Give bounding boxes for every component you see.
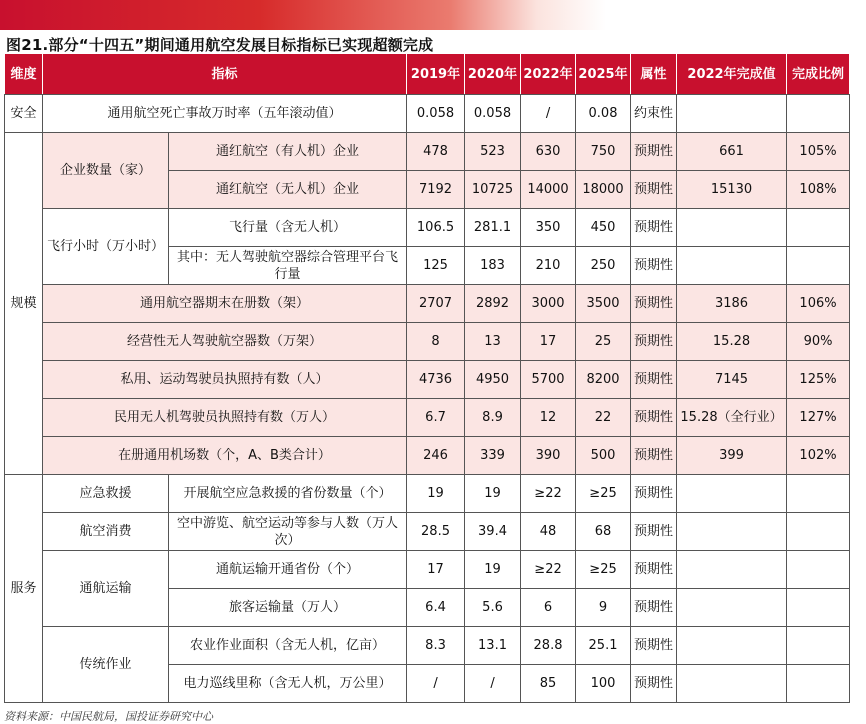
cell-2019: 8.3 [407, 627, 465, 665]
cell-2020: 339 [465, 437, 521, 475]
cell-2025: 25 [576, 323, 631, 361]
cell-attr: 预期性 [631, 475, 677, 513]
cell-2022: 630 [521, 133, 576, 171]
cell-2020: 281.1 [465, 209, 521, 247]
cell-attr: 预期性 [631, 399, 677, 437]
cell-rate [787, 209, 850, 247]
cell-2020: 10725 [465, 171, 521, 209]
cell-2022: 350 [521, 209, 576, 247]
cell-attr: 预期性 [631, 513, 677, 551]
cell-2022: 28.8 [521, 627, 576, 665]
cell-done-2022 [677, 475, 787, 513]
cell-2025: 750 [576, 133, 631, 171]
source-note: 资料来源：中国民航局，国投证券研究中心 [4, 710, 213, 723]
cell-rate: 90% [787, 323, 850, 361]
cell-2025: 0.08 [576, 95, 631, 133]
cell-attr: 约束性 [631, 95, 677, 133]
cell-2020: 0.058 [465, 95, 521, 133]
cell-attr: 预期性 [631, 133, 677, 171]
cell-2019: 4736 [407, 361, 465, 399]
group-scale: 规模 [5, 133, 43, 475]
table-row [5, 627, 850, 665]
cell-2022: ≥22 [521, 475, 576, 513]
cell-2019: 2707 [407, 285, 465, 323]
cell-attr: 预期性 [631, 247, 677, 285]
table-row [5, 133, 850, 171]
cell-2022: 3000 [521, 285, 576, 323]
cell-2022: 390 [521, 437, 576, 475]
header-2022: 2022年 [521, 54, 576, 95]
cell-2025: 100 [576, 665, 631, 703]
row-label: 通用航空死亡事故万时率（五年滚动值） [43, 95, 407, 133]
cell-2020: 5.6 [465, 589, 521, 627]
cell-rate [787, 627, 850, 665]
cell-attr: 预期性 [631, 589, 677, 627]
table-row [5, 361, 850, 399]
header-done-2022: 2022年完成值 [677, 54, 787, 95]
cell-2019: 7192 [407, 171, 465, 209]
cell-rate [787, 475, 850, 513]
cell-done-2022 [677, 627, 787, 665]
cell-attr: 预期性 [631, 209, 677, 247]
cell-2019: 6.4 [407, 589, 465, 627]
figure-title: 图21.部分“十四五”期间通用航空发展目标指标已实现超额完成 [6, 36, 434, 54]
table-row [5, 475, 850, 513]
row-label: 通航运输开通省份（个） [169, 551, 407, 589]
cell-2019: 125 [407, 247, 465, 285]
subgroup-transport: 通航运输 [43, 551, 169, 627]
cell-attr: 预期性 [631, 627, 677, 665]
cell-done-2022: 15130 [677, 171, 787, 209]
cell-2022: 17 [521, 323, 576, 361]
cell-rate: 105% [787, 133, 850, 171]
cell-2025: 18000 [576, 171, 631, 209]
cell-rate: 108% [787, 171, 850, 209]
cell-rate [787, 665, 850, 703]
cell-attr: 预期性 [631, 551, 677, 589]
cell-2020: 19 [465, 475, 521, 513]
group-service: 服务 [5, 475, 43, 703]
table-row [5, 285, 850, 323]
row-label: 通红航空（无人机）企业 [169, 171, 407, 209]
cell-done-2022 [677, 665, 787, 703]
cell-2020: 2892 [465, 285, 521, 323]
cell-rate: 102% [787, 437, 850, 475]
row-label: 私用、运动驾驶员执照持有数（人） [43, 361, 407, 399]
row-label: 通红航空（有人机）企业 [169, 133, 407, 171]
cell-2020: 183 [465, 247, 521, 285]
cell-2022: 85 [521, 665, 576, 703]
cell-2019: 106.5 [407, 209, 465, 247]
cell-2025: 9 [576, 589, 631, 627]
cell-2020: 39.4 [465, 513, 521, 551]
cell-2025: ≥25 [576, 551, 631, 589]
cell-attr: 预期性 [631, 285, 677, 323]
row-label: 旅客运输量（万人） [169, 589, 407, 627]
cell-2022: / [521, 95, 576, 133]
cell-2025: 250 [576, 247, 631, 285]
cell-2025: 25.1 [576, 627, 631, 665]
cell-rate [787, 551, 850, 589]
subgroup-emergency: 应急救援 [43, 475, 169, 513]
table-row [5, 209, 850, 247]
cell-2022: 12 [521, 399, 576, 437]
header-rate: 完成比例 [787, 54, 850, 95]
cell-2022: 6 [521, 589, 576, 627]
header-2019: 2019年 [407, 54, 465, 95]
cell-2019: 478 [407, 133, 465, 171]
cell-done-2022 [677, 247, 787, 285]
targets-table [4, 53, 850, 703]
cell-2025: 68 [576, 513, 631, 551]
cell-2020: 8.9 [465, 399, 521, 437]
cell-2022: 5700 [521, 361, 576, 399]
cell-2019: 28.5 [407, 513, 465, 551]
cell-2019: 8 [407, 323, 465, 361]
subgroup-traditional: 传统作业 [43, 627, 169, 703]
row-label: 开展航空应急救援的省份数量（个） [169, 475, 407, 513]
cell-2025: 8200 [576, 361, 631, 399]
cell-rate: 125% [787, 361, 850, 399]
group-safety: 安全 [5, 95, 43, 133]
cell-done-2022: 15.28（全行业） [677, 399, 787, 437]
cell-2020: 13.1 [465, 627, 521, 665]
subgroup-consumption: 航空消费 [43, 513, 169, 551]
cell-rate [787, 589, 850, 627]
table-row [5, 323, 850, 361]
cell-attr: 预期性 [631, 361, 677, 399]
cell-done-2022 [677, 589, 787, 627]
cell-2022: 48 [521, 513, 576, 551]
row-label: 空中游览、航空运动等参与人数（万人次） [169, 513, 407, 551]
row-label: 民用无人机驾驶员执照持有数（万人） [43, 399, 407, 437]
cell-rate [787, 95, 850, 133]
header-attr: 属性 [631, 54, 677, 95]
cell-done-2022: 399 [677, 437, 787, 475]
cell-done-2022: 3186 [677, 285, 787, 323]
cell-rate [787, 513, 850, 551]
header-2020: 2020年 [465, 54, 521, 95]
cell-done-2022 [677, 513, 787, 551]
cell-2019: / [407, 665, 465, 703]
cell-done-2022 [677, 209, 787, 247]
cell-2025: 500 [576, 437, 631, 475]
cell-2022: 14000 [521, 171, 576, 209]
cell-rate: 106% [787, 285, 850, 323]
cell-2025: 22 [576, 399, 631, 437]
subgroup-enterprise: 企业数量（家） [43, 133, 169, 209]
cell-attr: 预期性 [631, 437, 677, 475]
cell-done-2022 [677, 551, 787, 589]
cell-2019: 0.058 [407, 95, 465, 133]
cell-rate: 127% [787, 399, 850, 437]
cell-2025: 450 [576, 209, 631, 247]
row-label: 在册通用机场数（个，A、B类合计） [43, 437, 407, 475]
row-label: 其中：无人驾驶航空器综合管理平台飞行量 [169, 247, 407, 285]
header-indicator: 指标 [43, 54, 407, 95]
table-row [5, 551, 850, 589]
table-header-row [5, 54, 850, 95]
table-row [5, 399, 850, 437]
row-label: 农业作业面积（含无人机，亿亩） [169, 627, 407, 665]
subgroup-flight-hours: 飞行小时（万小时） [43, 209, 169, 285]
cell-2020: 13 [465, 323, 521, 361]
cell-2025: 3500 [576, 285, 631, 323]
header-dim: 维度 [5, 54, 43, 95]
cell-2020: 523 [465, 133, 521, 171]
cell-2022: ≥22 [521, 551, 576, 589]
cell-rate [787, 247, 850, 285]
top-accent-bar [0, 0, 866, 30]
cell-2020: 19 [465, 551, 521, 589]
cell-2025: ≥25 [576, 475, 631, 513]
cell-2020: 4950 [465, 361, 521, 399]
row-label: 电力巡线里称（含无人机，万公里） [169, 665, 407, 703]
cell-2019: 19 [407, 475, 465, 513]
row-label: 通用航空器期末在册数（架） [43, 285, 407, 323]
cell-2019: 246 [407, 437, 465, 475]
cell-2020: / [465, 665, 521, 703]
cell-done-2022: 661 [677, 133, 787, 171]
cell-attr: 预期性 [631, 665, 677, 703]
cell-done-2022: 7145 [677, 361, 787, 399]
cell-done-2022 [677, 95, 787, 133]
table-row [5, 513, 850, 551]
cell-attr: 预期性 [631, 323, 677, 361]
cell-2022: 210 [521, 247, 576, 285]
table-row [5, 95, 850, 133]
cell-attr: 预期性 [631, 171, 677, 209]
cell-done-2022: 15.28 [677, 323, 787, 361]
row-label: 飞行量（含无人机） [169, 209, 407, 247]
cell-2019: 17 [407, 551, 465, 589]
row-label: 经营性无人驾驶航空器数（万架） [43, 323, 407, 361]
cell-2019: 6.7 [407, 399, 465, 437]
table-row [5, 437, 850, 475]
header-2025: 2025年 [576, 54, 631, 95]
